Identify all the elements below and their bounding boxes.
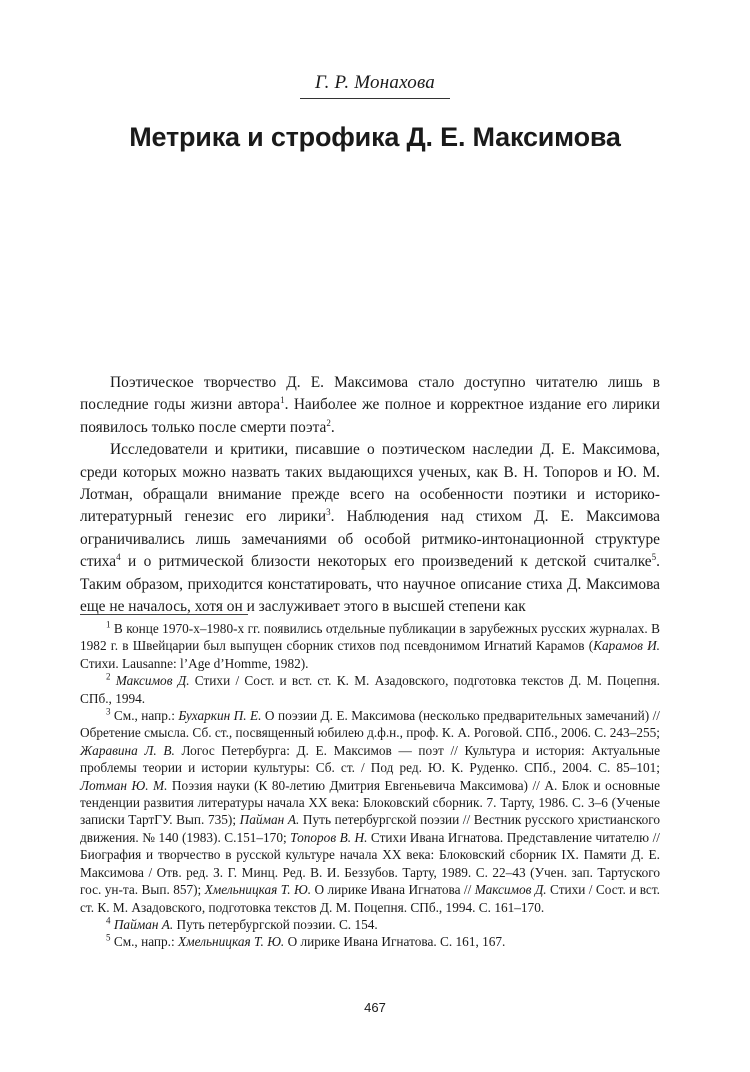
footnote-ref[interactable]: 4 (106, 915, 111, 926)
footnote-ref[interactable]: 2 (106, 671, 111, 682)
text-run: . Наблюдения над стихом Д. Е. Максимова ограничивались лишь замечаниями об особой ритмико-интонационной структуре стиха (80, 508, 661, 571)
cited-author: Хмельницкая Т. Ю. (204, 882, 312, 898)
footnote-ref[interactable]: 1 (106, 619, 111, 630)
body-text (80, 372, 660, 618)
cited-author: Лотман Ю. М. (80, 777, 168, 793)
author-name: Г. Р. Монахова (315, 72, 435, 93)
cited-author: Хмельницкая Т. Ю. (178, 934, 285, 950)
text-run: Стихи. Lausanne: l’Age d’Homme, 1982). (80, 655, 309, 671)
text-run: Поэзия науки (К 80-летию Дмитрия Евгеньевича Максимова) // А. Блок и основные тенденции развития литературы начала XX века: Блоковский сборник. 7. Тарту, 1986. С. 3–6 (Ученые записки ТартГУ. Вып. 735); (80, 777, 660, 828)
cited-author: Бухаркин П. Е. (178, 708, 262, 724)
text-run: . (330, 418, 335, 436)
footnote (80, 672, 660, 707)
footnote (80, 707, 660, 916)
text-run: Стихи / Сост. и вст. ст. К. М. Азадовского, подготовка текстов Д. М. Поцепня. СПб., 1994. (80, 673, 660, 706)
text-run: . Наиболее же полное и корректное издание его лирики появилось только после смерти поэта (80, 396, 660, 436)
author-underline (300, 98, 450, 99)
footnote-ref[interactable]: 3 (106, 706, 111, 717)
cited-author: Пайман А. (113, 916, 174, 932)
text-run: О лирике Ивана Игнатова // (311, 882, 475, 898)
footnote (80, 620, 660, 672)
text-run: См., напр.: (110, 934, 179, 950)
text-run: Стихи / Сост. и вст. ст. К. М. Азадовского, подготовка текстов Д. М. Поцепня. СПб., 1994. С. 161–170. (80, 882, 660, 915)
cited-author: Пайман А. (239, 812, 300, 828)
text-run: О лирике Ивана Игнатова. С. 161, 167. (284, 934, 506, 950)
text-run: . Таким образом, приходится констатировать, что научное описание стиха Д. Максимова еще не началось, хотя он и заслуживает этого в высшей степени как (80, 553, 660, 616)
text-run: и о ритмической близости некоторых его произведений к детской считалке (120, 553, 652, 571)
text-run: Логос Петербурга: Д. Е. Максимов — поэт // Культура и история: Актуальные проблемы теории и истории культуры: Сб. ст. / Под ред. Ю. К. Руденко. СПб., 2004. С. 85–101; (80, 742, 660, 776)
cited-author: Карамов И. (593, 638, 661, 654)
cited-author: Топоров В. Н. (290, 829, 368, 845)
text-run: Поэтическое творчество Д. Е. Максимова стало доступно читателю лишь в последние годы жизни автора (80, 374, 660, 414)
page-number: 467 (364, 1000, 386, 1015)
footnote-separator (80, 614, 248, 615)
article-title: Метрика и строфика Д. Е. Максимова (129, 122, 621, 152)
cited-author: Жаравина Л. В. (80, 742, 175, 758)
cited-author: Максимов Д. (115, 673, 190, 689)
text-run: Путь петербургской поэзии // Вестник русского христианского движения. № 140 (1983). С.151–170; (80, 812, 661, 845)
footnotes (80, 620, 660, 951)
text-run: Стихи Ивана Игнатова. Представление читателю // Биография и творчество в русской культуре начала XX века: Блоковский сборник IX. Памяти Д. Е. Максимова / Отв. ред. З. Г. Минц. Ред. В. И. Беззубов. Тарту, 1989. С. 22–43 (Учен. зап. Тартуского гос. ун-та. Вып. 857); (80, 829, 660, 898)
paragraph (80, 439, 660, 618)
text-run: О поэзии Д. Е. Максимова (несколько предварительных замечаний) // Обретение смысла. Сб. ст., посвященный юбилею д.ф.н., проф. К. А. Роговой. СПб., 2006. С. 243–255; (80, 708, 660, 741)
text-run: Исследователи и критики, писавшие о поэтическом наследии Д. Е. Максимова, среди которых можно назвать таких выдающихся ученых, как В. Н. Топоров и Ю. М. Лотман, обращали внимание прежде всего на особенности поэтики и историко-литературный генезис его лирики (80, 441, 660, 526)
text-run: Путь петербургской поэзии. С. 154. (173, 916, 378, 932)
footnote-ref[interactable]: 1 (280, 395, 285, 406)
text-run: См., напр.: (110, 708, 179, 724)
cited-author: Максимов Д. (474, 882, 547, 898)
footnote (80, 933, 660, 950)
paragraph (80, 372, 660, 439)
footnote-ref[interactable]: 5 (651, 552, 657, 563)
footnote-ref[interactable]: 5 (106, 932, 111, 943)
footnote-ref[interactable]: 3 (326, 507, 331, 518)
footnote-ref[interactable]: 4 (116, 552, 121, 563)
footnote-ref[interactable]: 2 (326, 417, 331, 428)
text-run: В конце 1970-х–1980-х гг. появились отдельные публикации в зарубежных русских журналах. В 1982 г. в Швейцарии был выпущен сборник стихов под псевдонимом Игнатий Карамов ( (80, 621, 660, 654)
footnote (80, 916, 660, 933)
